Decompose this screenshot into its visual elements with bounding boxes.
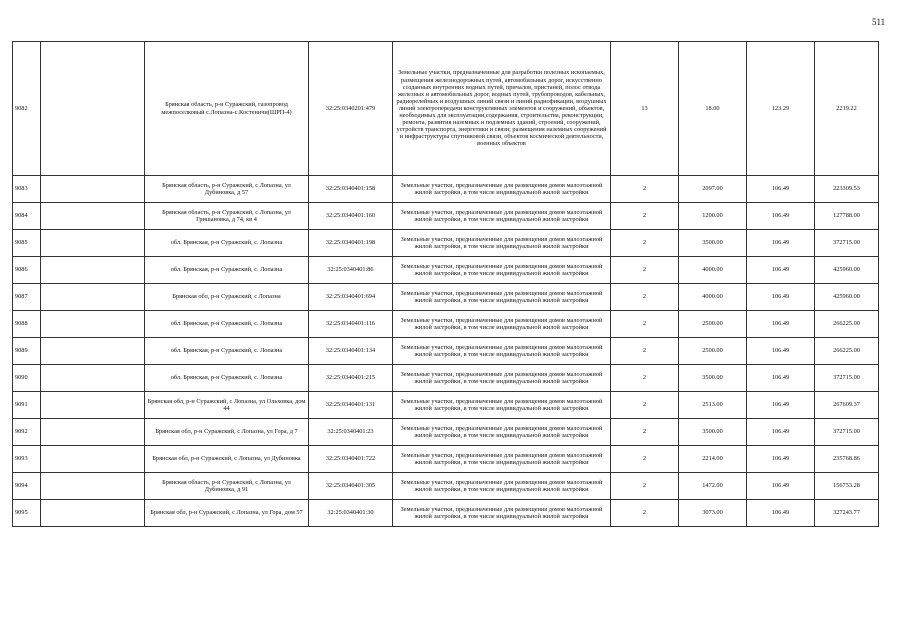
permitted-use-cell: Земельные участки, предназначенные для размещения домов малоэтажной жилой застройки, в том числе индивидуальной жилой застройки [393, 203, 611, 230]
table-row [13, 338, 879, 365]
cadastral-number-cell: 32:25:0340401:86 [309, 257, 393, 284]
cadastral-number-cell: 32:25:0340401:694 [309, 284, 393, 311]
area-cell: 3500.00 [679, 365, 747, 392]
empty-cell [41, 419, 145, 446]
land-parcel-table [12, 41, 879, 527]
address-cell: обл. Брянская, р-н Суражский, с. Лопазна [145, 257, 309, 284]
page-number: 511 [872, 17, 886, 27]
area-cell: 2500.00 [679, 338, 747, 365]
area-cell: 2214.00 [679, 446, 747, 473]
specific-value-cell: 106.49 [747, 311, 815, 338]
use-group-cell: 2 [611, 338, 679, 365]
table-row [13, 203, 879, 230]
address-cell: Брянская обл, р-н Суражский, с Лопазна, ул Гора, дом 57 [145, 500, 309, 527]
row-number: 9090 [13, 365, 41, 392]
cadastral-number-cell: 32:25:0340401:160 [309, 203, 393, 230]
address-cell: Брянская область, р-н Суражский, с Лопазна, ул Гришановка, д 74, кв 4 [145, 203, 309, 230]
cadastral-value-cell: 266225.00 [815, 338, 879, 365]
cadastral-value-cell: 127788.00 [815, 203, 879, 230]
area-cell: 3500.00 [679, 230, 747, 257]
use-group-cell: 2 [611, 284, 679, 311]
use-group-cell: 2 [611, 473, 679, 500]
table-row [13, 230, 879, 257]
address-cell: Брянская обл, р-н Суражский, с Лопазна, ул Дубиновка [145, 446, 309, 473]
cadastral-number-cell: 32:25:0340401:722 [309, 446, 393, 473]
permitted-use-cell: Земельные участки, предназначенные для размещения домов малоэтажной жилой застройки, в том числе индивидуальной жилой застройки [393, 365, 611, 392]
permitted-use-cell: Земельные участки, предназначенные для размещения домов малоэтажной жилой застройки, в том числе индивидуальной жилой застройки [393, 446, 611, 473]
address-cell: Брянская область, р-н Суражский, газопровод межпоселковый с.Лопазна-с.Костеничи(ШРП-4) [145, 42, 309, 176]
empty-cell [41, 284, 145, 311]
address-cell: обл. Брянская, р-н Суражский, с. Лопазна [145, 365, 309, 392]
use-group-cell: 2 [611, 176, 679, 203]
row-number: 9093 [13, 446, 41, 473]
empty-cell [41, 230, 145, 257]
use-group-cell: 2 [611, 365, 679, 392]
permitted-use-cell: Земельные участки, предназначенные для размещения домов малоэтажной жилой застройки, в том числе индивидуальной жилой застройки [393, 230, 611, 257]
address-cell: обл. Брянская, р-н Суражский, с. Лопазна [145, 338, 309, 365]
cadastral-number-cell: 32:25:0340401:305 [309, 473, 393, 500]
cadastral-number-cell: 32:25:0340401:134 [309, 338, 393, 365]
use-group-cell: 2 [611, 392, 679, 419]
cadastral-value-cell: 327243.77 [815, 500, 879, 527]
row-number: 9087 [13, 284, 41, 311]
cadastral-value-cell: 372715.00 [815, 419, 879, 446]
row-number: 9092 [13, 419, 41, 446]
specific-value-cell: 106.49 [747, 257, 815, 284]
area-cell: 3073.00 [679, 500, 747, 527]
empty-cell [41, 365, 145, 392]
cadastral-number-cell: 32:25:0340401:158 [309, 176, 393, 203]
cadastral-number-cell: 32:25:0340401:215 [309, 365, 393, 392]
cadastral-number-cell: 32:25:0340201:479 [309, 42, 393, 176]
specific-value-cell: 106.49 [747, 365, 815, 392]
specific-value-cell: 106.49 [747, 392, 815, 419]
cadastral-value-cell: 267609.37 [815, 392, 879, 419]
empty-cell [41, 176, 145, 203]
area-cell: 4000.00 [679, 257, 747, 284]
table-row [13, 473, 879, 500]
row-number: 9082 [13, 42, 41, 176]
permitted-use-cell: Земельные участки, предназначенные для размещения домов малоэтажной жилой застройки, в том числе индивидуальной жилой застройки [393, 284, 611, 311]
area-cell: 4000.00 [679, 284, 747, 311]
address-cell: Брянская обл, р-н Суражский, с Лопазна [145, 284, 309, 311]
permitted-use-cell: Земельные участки, предназначенные для размещения домов малоэтажной жилой застройки, в том числе индивидуальной жилой застройки [393, 257, 611, 284]
use-group-cell: 2 [611, 257, 679, 284]
area-cell: 3500.00 [679, 419, 747, 446]
row-number: 9091 [13, 392, 41, 419]
cadastral-number-cell: 32:25:0340401:116 [309, 311, 393, 338]
area-cell: 1200.00 [679, 203, 747, 230]
cadastral-number-cell: 32:25:0340401:198 [309, 230, 393, 257]
use-group-cell: 2 [611, 419, 679, 446]
address-cell: Брянская область, р-н Суражский, с Лопазна, ул Дубиновка, д 57 [145, 176, 309, 203]
specific-value-cell: 106.49 [747, 203, 815, 230]
cadastral-number-cell: 32:25:0340401:131 [309, 392, 393, 419]
address-cell: Брянская область, р-н Суражский, с Лопазна, ул Дубиновка, д 91 [145, 473, 309, 500]
specific-value-cell: 106.49 [747, 338, 815, 365]
use-group-cell: 2 [611, 500, 679, 527]
row-number: 9095 [13, 500, 41, 527]
row-number: 9083 [13, 176, 41, 203]
cadastral-value-cell: 266225.00 [815, 311, 879, 338]
permitted-use-cell: Земельные участки, предназначенные для размещения домов малоэтажной жилой застройки, в том числе индивидуальной жилой застройки [393, 338, 611, 365]
row-number: 9085 [13, 230, 41, 257]
empty-cell [41, 203, 145, 230]
empty-cell [41, 446, 145, 473]
empty-cell [41, 311, 145, 338]
empty-cell [41, 500, 145, 527]
table-row [13, 257, 879, 284]
cadastral-value-cell: 223309.53 [815, 176, 879, 203]
address-cell: обл. Брянская, р-н Суражский, с. Лопазна [145, 230, 309, 257]
permitted-use-cell: Земельные участки, предназначенные для размещения домов малоэтажной жилой застройки, в том числе индивидуальной жилой застройки [393, 419, 611, 446]
use-group-cell: 2 [611, 446, 679, 473]
row-number: 9084 [13, 203, 41, 230]
specific-value-cell: 106.49 [747, 473, 815, 500]
cadastral-value-cell: 372715.00 [815, 230, 879, 257]
permitted-use-cell: Земельные участки, предназначенные для размещения домов малоэтажной жилой застройки, в том числе индивидуальной жилой застройки [393, 473, 611, 500]
empty-cell [41, 257, 145, 284]
empty-cell [41, 392, 145, 419]
cadastral-number-cell: 32:25:0340401:30 [309, 500, 393, 527]
use-group-cell: 13 [611, 42, 679, 176]
empty-cell [41, 338, 145, 365]
cadastral-value-cell: 2219.22 [815, 42, 879, 176]
empty-cell [41, 42, 145, 176]
table-row [13, 500, 879, 527]
cadastral-value-cell: 372715.00 [815, 365, 879, 392]
specific-value-cell: 106.49 [747, 446, 815, 473]
specific-value-cell: 106.49 [747, 230, 815, 257]
permitted-use-cell: Земельные участки, предназначенные для разработки полезных ископаемых, размещения железнодорожных путей, автомобильных дорог, искусственно созданных внутренних водных путей, причалов, пристаней, полос отвода железных и автомобильных дорог, водных путей, трубопроводов, кабельных, радиорелейных и воздушных линий связи и линий радиофикации, воздушных линий электропередачи конструктивных элементов и сооружений, объектов, необходимых для эксплуатации,содержания, строительства, реконструкции, ремонта, развития наземных и подземных зданий, строений, сооружений, устройств транспорта, энергетики и связи; размещения наземных сооружений и инфраструктуры спутниковой связи, объектов космической деятельности, военных объектов [393, 42, 611, 176]
address-cell: обл. Брянская, р-н Суражский, с. Лопазна [145, 311, 309, 338]
cadastral-value-cell: 425960.00 [815, 257, 879, 284]
area-cell: 2500.00 [679, 311, 747, 338]
table-row [13, 284, 879, 311]
area-cell: 2097.00 [679, 176, 747, 203]
use-group-cell: 2 [611, 203, 679, 230]
cadastral-value-cell: 156753.28 [815, 473, 879, 500]
permitted-use-cell: Земельные участки, предназначенные для размещения домов малоэтажной жилой застройки, в том числе индивидуальной жилой застройки [393, 311, 611, 338]
row-number: 9089 [13, 338, 41, 365]
specific-value-cell: 106.49 [747, 500, 815, 527]
specific-value-cell: 106.49 [747, 176, 815, 203]
cadastral-number-cell: 32:25:0340401:23 [309, 419, 393, 446]
row-number: 9094 [13, 473, 41, 500]
row-number: 9088 [13, 311, 41, 338]
table-row [13, 311, 879, 338]
table-row [13, 176, 879, 203]
permitted-use-cell: Земельные участки, предназначенные для размещения домов малоэтажной жилой застройки, в том числе индивидуальной жилой застройки [393, 176, 611, 203]
cadastral-value-cell: 235768.86 [815, 446, 879, 473]
permitted-use-cell: Земельные участки, предназначенные для размещения домов малоэтажной жилой застройки, в том числе индивидуальной жилой застройки [393, 392, 611, 419]
specific-value-cell: 106.49 [747, 419, 815, 446]
table-body [13, 42, 879, 527]
table-row [13, 392, 879, 419]
area-cell: 1472.00 [679, 473, 747, 500]
specific-value-cell: 106.49 [747, 284, 815, 311]
cadastral-value-cell: 425960.00 [815, 284, 879, 311]
table-row [13, 446, 879, 473]
area-cell: 18.00 [679, 42, 747, 176]
permitted-use-cell: Земельные участки, предназначенные для размещения домов малоэтажной жилой застройки, в том числе индивидуальной жилой застройки [393, 500, 611, 527]
use-group-cell: 2 [611, 311, 679, 338]
table-row [13, 42, 879, 176]
empty-cell [41, 473, 145, 500]
specific-value-cell: 123.29 [747, 42, 815, 176]
area-cell: 2513.00 [679, 392, 747, 419]
address-cell: Брянская обл, р-н Суражский, с Лопазна, ул Ольховка, дом 44 [145, 392, 309, 419]
table-row [13, 365, 879, 392]
table-row [13, 419, 879, 446]
address-cell: Брянская обл, р-н Суражский, с Лопазна, ул Гора, д 7 [145, 419, 309, 446]
use-group-cell: 2 [611, 230, 679, 257]
row-number: 9086 [13, 257, 41, 284]
